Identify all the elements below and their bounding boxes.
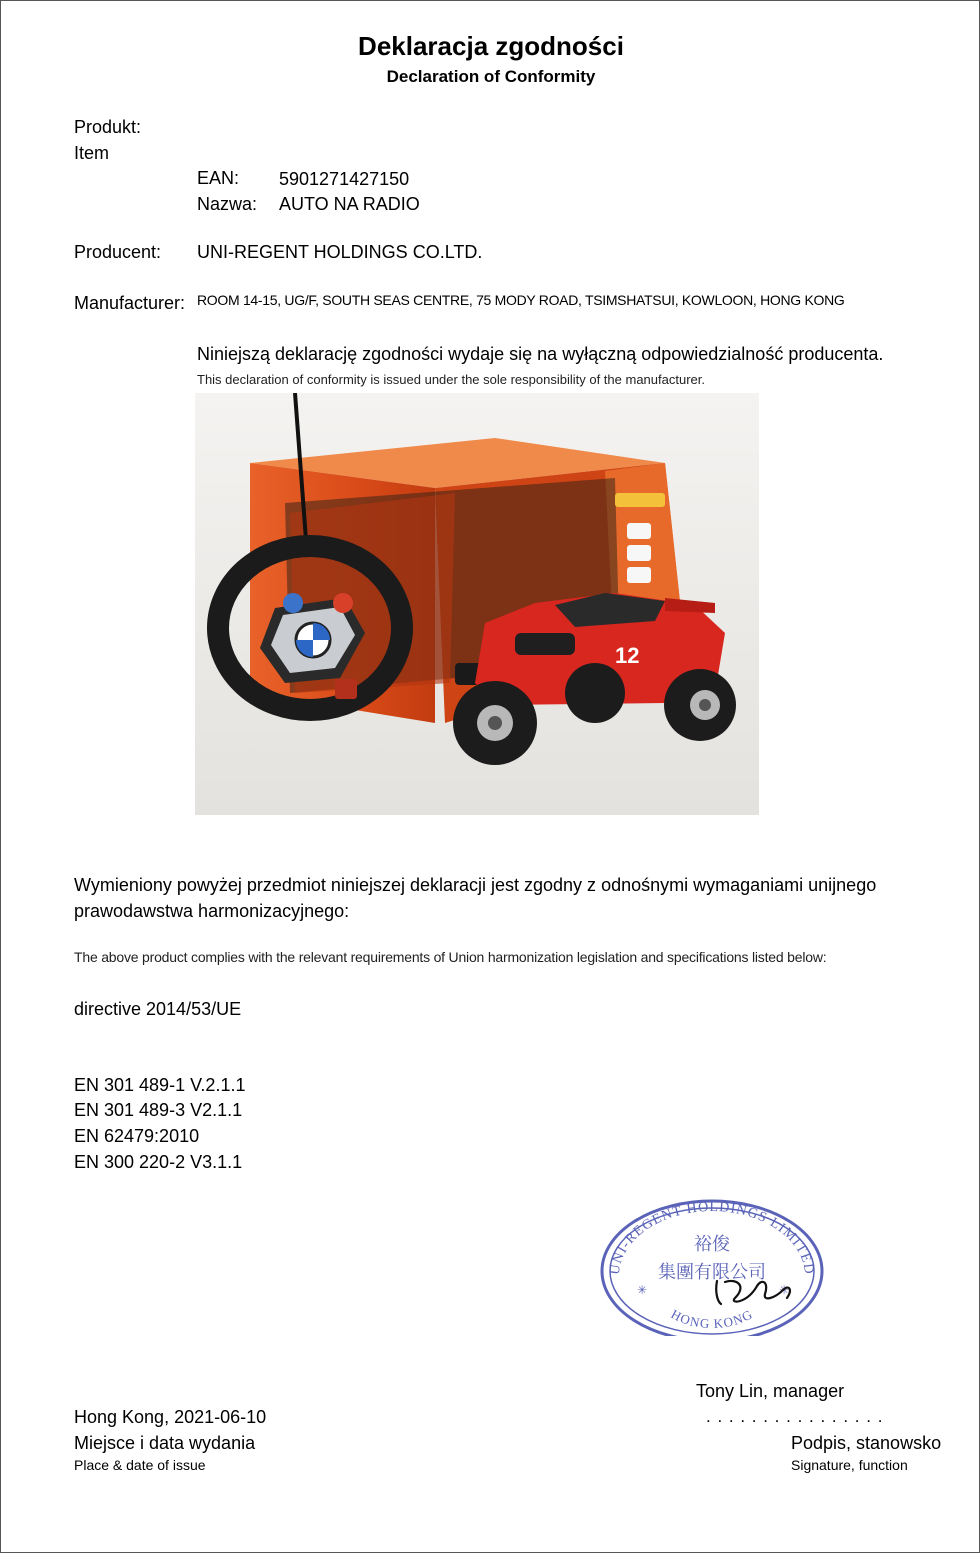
svg-text:12: 12: [615, 643, 640, 668]
responsibility-pl: Niniejszą deklarację zgodności wydaje się na wyłączną odpowiedzialność producenta.: [197, 344, 884, 364]
stamp-chinese-2: 集團有限公司: [658, 1262, 766, 1283]
name-value: AUTO NA RADIO: [279, 194, 420, 214]
place-date-label-en: Place & date of issue: [74, 1457, 206, 1473]
ean-value: 5901271427150: [279, 169, 410, 189]
compliance-pl-line1: Wymieniony powyżej przedmiot niniejszej deklaracji jest zgodny z odnośnymi wymaganiami unijnego: [74, 875, 877, 895]
svg-text:✳: ✳: [779, 1283, 790, 1297]
product-label-pl: Produkt:: [74, 117, 142, 137]
document-title: Deklaracja zgodności: [358, 31, 624, 61]
signature-label-pl: Podpis, stanowsko: [791, 1433, 942, 1453]
standard-item: EN 301 489-3 V2.1.1: [74, 1100, 243, 1120]
stamp-chinese-1: 裕俊: [694, 1234, 730, 1255]
responsibility-en: This declaration of conformity is issued under the sole responsibility of the manufacturer.: [197, 372, 705, 387]
manufacturer-address: ROOM 14-15, UG/F, SOUTH SEAS CENTRE, 75 MODY ROAD, TSIMSHATSUI, KOWLOON, HONG KONG: [197, 292, 845, 308]
stamp-text-top: UNI-REGENT HOLDINGS LIMITED: [607, 1199, 817, 1276]
manufacturer-label: Manufacturer:: [74, 293, 186, 313]
standard-item: EN 301 489-1 V.2.1.1: [74, 1075, 246, 1095]
product-photo: [195, 393, 759, 815]
directive: directive 2014/53/UE: [74, 999, 242, 1019]
compliance-en: The above product complies with the relevant requirements of Union harmonization legislation and specifications listed below:: [74, 949, 827, 965]
signature-label-en: Signature, function: [791, 1457, 908, 1473]
place-date: Hong Kong, 2021-06-10: [74, 1407, 267, 1427]
document-subtitle: Declaration of Conformity: [386, 67, 596, 86]
standard-item: EN 62479:2010: [74, 1126, 200, 1146]
name-label: Nazwa:: [197, 194, 258, 214]
standard-item: EN 300 220-2 V3.1.1: [74, 1152, 243, 1172]
signer-name: Tony Lin, manager: [696, 1381, 845, 1401]
signature-dots: . . . . . . . . . . . . . . . .: [706, 1407, 884, 1426]
producer-label: Producent:: [74, 242, 162, 262]
producer-value: UNI-REGENT HOLDINGS CO.LTD.: [197, 242, 483, 262]
svg-text:✳: ✳: [637, 1283, 648, 1297]
ean-label: EAN:: [197, 168, 240, 188]
compliance-pl-line2: prawodawstwa harmonizacyjnego:: [74, 901, 350, 921]
company-stamp: [597, 1186, 827, 1336]
stamp-text-bottom: HONG KONG: [668, 1306, 756, 1332]
svg-text:HONG KONG: [669, 1306, 756, 1331]
product-label-en: Item: [74, 143, 110, 163]
place-date-label-pl: Miejsce i data wydania: [74, 1433, 256, 1453]
